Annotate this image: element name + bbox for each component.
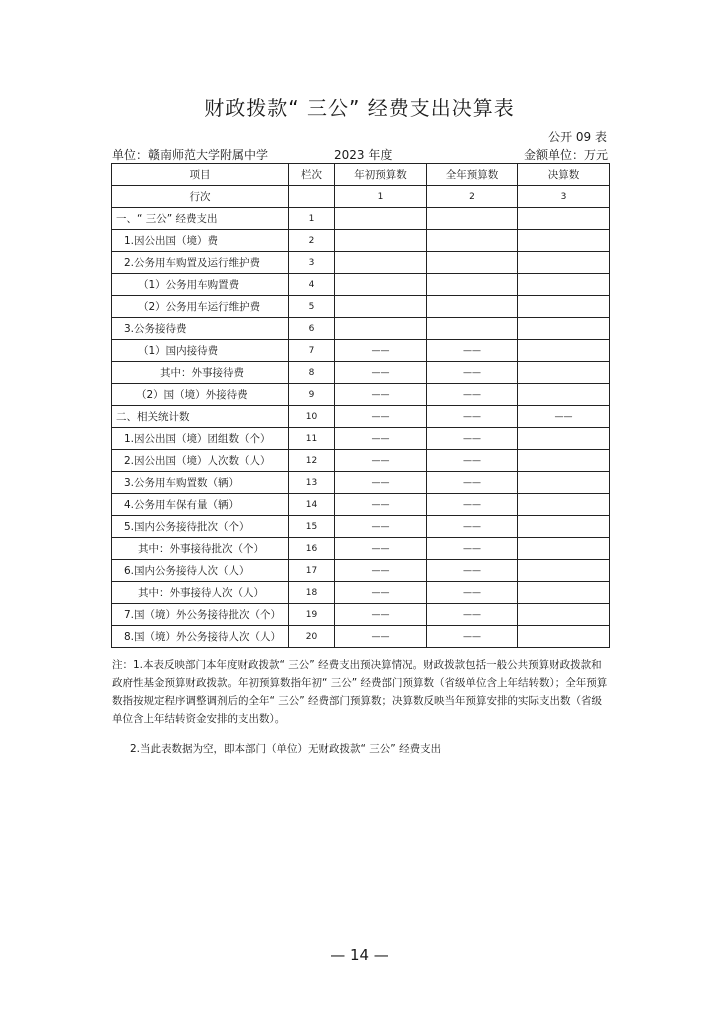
row-item-label: 一、“ 三公” 经费支出 bbox=[112, 208, 289, 230]
row-line-number: 13 bbox=[289, 472, 335, 494]
table-row bbox=[112, 384, 610, 406]
cell-final-account bbox=[518, 252, 610, 274]
cell-final-account bbox=[518, 582, 610, 604]
cell-annual-budget: —— bbox=[427, 494, 518, 516]
row-item-label: （2）国（境）外接待费 bbox=[112, 384, 289, 406]
cell-final-account bbox=[518, 274, 610, 296]
table-row bbox=[112, 560, 610, 582]
row-item-label: 4.公务用车保有量（辆） bbox=[112, 494, 289, 516]
table-row bbox=[112, 362, 610, 384]
row-line-number: 15 bbox=[289, 516, 335, 538]
row-line-number: 5 bbox=[289, 296, 335, 318]
row-item-label: （1）公务用车购置费 bbox=[112, 274, 289, 296]
cell-final-account bbox=[518, 340, 610, 362]
row-line-number: 1 bbox=[289, 208, 335, 230]
table-row bbox=[112, 428, 610, 450]
cell-annual-budget: —— bbox=[427, 538, 518, 560]
cell-initial-budget bbox=[335, 274, 427, 296]
cell-annual-budget: —— bbox=[427, 362, 518, 384]
cell-annual-budget bbox=[427, 208, 518, 230]
unit-name: 单位：赣南师范大学附属中学 bbox=[112, 148, 269, 162]
cell-initial-budget: —— bbox=[335, 428, 427, 450]
cell-annual-budget: —— bbox=[427, 340, 518, 362]
row-line-number: 8 bbox=[289, 362, 335, 384]
table-row bbox=[112, 252, 610, 274]
cell-initial-budget: —— bbox=[335, 538, 427, 560]
cell-annual-budget bbox=[427, 252, 518, 274]
cell-initial-budget: —— bbox=[335, 582, 427, 604]
header-col-no: 栏次 bbox=[289, 164, 335, 186]
row-item-label: （2）公务用车运行维护费 bbox=[112, 296, 289, 318]
cell-annual-budget bbox=[427, 318, 518, 340]
cell-annual-budget: —— bbox=[427, 604, 518, 626]
row-line-number: 16 bbox=[289, 538, 335, 560]
row-line-number: 20 bbox=[289, 626, 335, 648]
note-2: 2.当此表数据为空，即本部门（单位）无财政拨款“ 三公” 经费支出 bbox=[130, 743, 442, 755]
cell-annual-budget bbox=[427, 274, 518, 296]
cell-annual-budget: —— bbox=[427, 516, 518, 538]
table-row bbox=[112, 274, 610, 296]
row-line-number: 19 bbox=[289, 604, 335, 626]
cell-initial-budget: —— bbox=[335, 450, 427, 472]
table-row bbox=[112, 340, 610, 362]
cell-annual-budget: —— bbox=[427, 560, 518, 582]
cell-initial-budget: —— bbox=[335, 384, 427, 406]
cell-initial-budget: —— bbox=[335, 604, 427, 626]
cell-final-account bbox=[518, 428, 610, 450]
expense-table bbox=[111, 163, 610, 648]
table-row bbox=[112, 472, 610, 494]
row-line-number: 18 bbox=[289, 582, 335, 604]
table-row bbox=[112, 538, 610, 560]
cell-initial-budget: —— bbox=[335, 340, 427, 362]
cell-initial-budget bbox=[335, 318, 427, 340]
cell-initial-budget: —— bbox=[335, 362, 427, 384]
header-annual-budget: 全年预算数 bbox=[427, 164, 518, 186]
fiscal-year: 2023 年度 bbox=[334, 148, 393, 162]
row-item-label: 8.国（境）外公务接待人次（人） bbox=[112, 626, 289, 648]
page-number: — 14 — bbox=[330, 946, 389, 964]
table-row bbox=[112, 296, 610, 318]
cell-initial-budget bbox=[335, 252, 427, 274]
row-item-label: 其中：外事接待批次（个） bbox=[112, 538, 289, 560]
row-line-number: 2 bbox=[289, 230, 335, 252]
cell-initial-budget: —— bbox=[335, 560, 427, 582]
row-item-label: 3.公务用车购置数（辆） bbox=[112, 472, 289, 494]
row-item-label: 3.公务接待费 bbox=[112, 318, 289, 340]
col-number-2: 2 bbox=[427, 186, 518, 208]
cell-final-account bbox=[518, 384, 610, 406]
table-row bbox=[112, 318, 610, 340]
cell-initial-budget bbox=[335, 230, 427, 252]
table-row bbox=[112, 406, 610, 428]
col-number-3: 3 bbox=[518, 186, 610, 208]
cell-final-account bbox=[518, 296, 610, 318]
row-line-number: 12 bbox=[289, 450, 335, 472]
note-1: 注：1.本表反映部门本年度财政拨款“ 三公” 经费支出预决算情况。财政拨款包括一般公共预算财政拨款和政府性基金预算财政拨款。年初预算数指年初“ 三公” 经费部门预算数（省级单位含上年结转数）；全年预算数指按规定程序调整调剂后的全年“ 三公” 经费部门预算数；决算数反映当年预算安排的实际支出数（省级单位含上年结转资金安排的支出数）。 bbox=[112, 659, 608, 725]
row-line-number: 11 bbox=[289, 428, 335, 450]
cell-initial-budget: —— bbox=[335, 626, 427, 648]
row-line-number: 4 bbox=[289, 274, 335, 296]
row-line-number: 9 bbox=[289, 384, 335, 406]
table-row bbox=[112, 450, 610, 472]
header-item: 项目 bbox=[112, 164, 289, 186]
row-label-blank bbox=[289, 186, 335, 208]
cell-final-account bbox=[518, 560, 610, 582]
cell-final-account bbox=[518, 362, 610, 384]
row-item-label: 7.国（境）外公务接待批次（个） bbox=[112, 604, 289, 626]
table-row bbox=[112, 230, 610, 252]
amount-unit: 金额单位：万元 bbox=[523, 148, 608, 162]
row-item-label: 6.国内公务接待人次（人） bbox=[112, 560, 289, 582]
row-item-label: 二、相关统计数 bbox=[112, 406, 289, 428]
row-item-label: 2.公务用车购置及运行维护费 bbox=[112, 252, 289, 274]
cell-annual-budget: —— bbox=[427, 626, 518, 648]
cell-annual-budget: —— bbox=[427, 406, 518, 428]
header-initial-budget: 年初预算数 bbox=[335, 164, 427, 186]
cell-final-account bbox=[518, 450, 610, 472]
table-row bbox=[112, 582, 610, 604]
cell-final-account bbox=[518, 494, 610, 516]
cell-final-account: —— bbox=[518, 406, 610, 428]
row-number-row bbox=[112, 186, 610, 208]
cell-initial-budget bbox=[335, 208, 427, 230]
cell-initial-budget: —— bbox=[335, 472, 427, 494]
cell-final-account bbox=[518, 516, 610, 538]
row-line-number: 17 bbox=[289, 560, 335, 582]
row-line-number: 3 bbox=[289, 252, 335, 274]
col-number-1: 1 bbox=[335, 186, 427, 208]
table-header-row bbox=[112, 164, 610, 186]
row-item-label: 5.国内公务接待批次（个） bbox=[112, 516, 289, 538]
cell-annual-budget: —— bbox=[427, 472, 518, 494]
cell-final-account bbox=[518, 472, 610, 494]
row-item-label: （1）国内接待费 bbox=[112, 340, 289, 362]
table-row bbox=[112, 516, 610, 538]
cell-annual-budget: —— bbox=[427, 384, 518, 406]
unit-row bbox=[112, 146, 608, 162]
document-title: 财政拨款“ 三公” 经费支出决算表 bbox=[204, 96, 515, 120]
table-row bbox=[112, 626, 610, 648]
cell-final-account bbox=[518, 230, 610, 252]
table-row bbox=[112, 494, 610, 516]
cell-annual-budget bbox=[427, 230, 518, 252]
row-item-label: 其中：外事接待费 bbox=[112, 362, 289, 384]
row-line-number: 7 bbox=[289, 340, 335, 362]
row-item-label: 其中：外事接待人次（人） bbox=[112, 582, 289, 604]
row-line-number: 14 bbox=[289, 494, 335, 516]
cell-annual-budget: —— bbox=[427, 582, 518, 604]
cell-final-account bbox=[518, 208, 610, 230]
cell-final-account bbox=[518, 538, 610, 560]
row-label: 行次 bbox=[112, 186, 289, 208]
cell-initial-budget: —— bbox=[335, 406, 427, 428]
cell-initial-budget: —— bbox=[335, 516, 427, 538]
row-item-label: 1.因公出国（境）团组数（个） bbox=[112, 428, 289, 450]
row-item-label: 1.因公出国（境）费 bbox=[112, 230, 289, 252]
form-code: 公开 09 表 bbox=[548, 130, 607, 144]
cell-initial-budget bbox=[335, 296, 427, 318]
cell-annual-budget bbox=[427, 296, 518, 318]
row-line-number: 6 bbox=[289, 318, 335, 340]
cell-final-account bbox=[518, 604, 610, 626]
cell-final-account bbox=[518, 626, 610, 648]
cell-annual-budget: —— bbox=[427, 428, 518, 450]
cell-initial-budget: —— bbox=[335, 494, 427, 516]
cell-annual-budget: —— bbox=[427, 450, 518, 472]
cell-final-account bbox=[518, 318, 610, 340]
header-final-account: 决算数 bbox=[518, 164, 610, 186]
table-row bbox=[112, 208, 610, 230]
table-row bbox=[112, 604, 610, 626]
row-item-label: 2.因公出国（境）人次数（人） bbox=[112, 450, 289, 472]
row-line-number: 10 bbox=[289, 406, 335, 428]
